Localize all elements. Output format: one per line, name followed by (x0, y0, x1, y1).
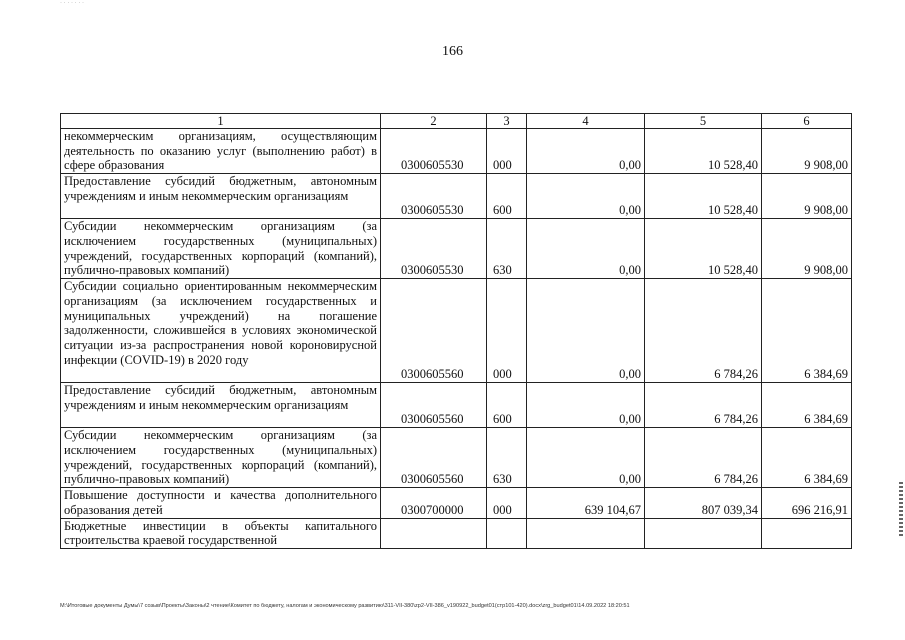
row-value-6: 6 384,69 (762, 383, 852, 428)
row-value-4: 0,00 (527, 174, 645, 219)
table-row (61, 383, 852, 428)
row-value-5: 10 528,40 (645, 129, 762, 174)
row-expense-type: 000 (487, 129, 527, 174)
row-value-5 (645, 518, 762, 548)
scan-edge-mark (899, 482, 903, 538)
row-code: 0300605560 (381, 428, 487, 488)
row-value-6 (762, 518, 852, 548)
row-value-5: 6 784,26 (645, 279, 762, 383)
table-row (61, 428, 852, 488)
row-value-5: 6 784,26 (645, 428, 762, 488)
row-expense-type: 600 (487, 383, 527, 428)
table-row (61, 279, 852, 383)
row-name: Бюджетные инвестиции в объекты капитального строительства краевой государственной (61, 518, 381, 548)
row-name: Повышение доступности и качества дополнительного образования детей (61, 488, 381, 518)
row-value-6: 6 384,69 (762, 428, 852, 488)
column-number: 5 (645, 114, 762, 129)
row-name: Субсидии некоммерческим организациям (за исключением государственных (муниципальных) учреждений, государственных корпораций (компаний), публично-правовых компаний) (61, 219, 381, 279)
row-value-4: 0,00 (527, 428, 645, 488)
scan-artifact-marks: · · · · · · · (60, 0, 84, 6)
budget-table (60, 113, 852, 549)
row-value-6: 9 908,00 (762, 219, 852, 279)
row-name: некоммерческим организациям, осуществляющим деятельность по оказанию услуг (выполнению работ) в сфере образования (61, 129, 381, 174)
row-code: 0300700000 (381, 488, 487, 518)
row-value-5: 6 784,26 (645, 383, 762, 428)
row-expense-type: 630 (487, 428, 527, 488)
row-value-5: 807 039,34 (645, 488, 762, 518)
column-number: 4 (527, 114, 645, 129)
table-row (61, 518, 852, 548)
row-value-5: 10 528,40 (645, 219, 762, 279)
row-value-6: 696 216,91 (762, 488, 852, 518)
footer-file-path: M:\Итоговые документы Думы\7 созыв\Проекты\Законы\2 чтение\Комитет по бюджету, налогам и экономическому развитию\311-VII-380\zp2-VII-386_v190922_budget01(стр101-420).docx\zrg_budget01\14.09.2022 18:20:51 (60, 603, 630, 609)
row-value-4: 0,00 (527, 129, 645, 174)
row-value-6: 6 384,69 (762, 279, 852, 383)
row-code (381, 518, 487, 548)
row-code: 0300605530 (381, 174, 487, 219)
row-value-6: 9 908,00 (762, 129, 852, 174)
row-value-6: 9 908,00 (762, 174, 852, 219)
row-value-4: 0,00 (527, 383, 645, 428)
row-name: Субсидии некоммерческим организациям (за исключением государственных (муниципальных) учреждений, государственных корпораций (компаний), публично-правовых компаний) (61, 428, 381, 488)
row-name: Предоставление субсидий бюджетным, автономным учреждениям и иным некоммерческим организациям (61, 383, 381, 428)
row-code: 0300605530 (381, 129, 487, 174)
table-row (61, 219, 852, 279)
row-value-4: 0,00 (527, 279, 645, 383)
row-expense-type: 600 (487, 174, 527, 219)
page-number: 166 (442, 44, 463, 59)
column-number: 1 (61, 114, 381, 129)
row-code: 0300605560 (381, 383, 487, 428)
row-code: 0300605530 (381, 219, 487, 279)
column-number: 6 (762, 114, 852, 129)
row-expense-type: 000 (487, 279, 527, 383)
row-value-4: 0,00 (527, 219, 645, 279)
row-code: 0300605560 (381, 279, 487, 383)
row-name: Субсидии социально ориентированным некоммерческим организациям (за исключением государственных и муниципальных учреждений) на погашение задолженности, сложившейся в условиях экономической ситуации из-за распространения новой короновирусной инфекции (COVID-19) в 2020 году (61, 279, 381, 383)
table-row (61, 174, 852, 219)
row-expense-type: 630 (487, 219, 527, 279)
row-value-4 (527, 518, 645, 548)
table-row (61, 488, 852, 518)
table-row (61, 129, 852, 174)
row-value-5: 10 528,40 (645, 174, 762, 219)
row-value-4: 639 104,67 (527, 488, 645, 518)
column-number-row (61, 114, 852, 129)
column-number: 2 (381, 114, 487, 129)
row-name: Предоставление субсидий бюджетным, автономным учреждениям и иным некоммерческим организациям (61, 174, 381, 219)
row-expense-type (487, 518, 527, 548)
column-number: 3 (487, 114, 527, 129)
row-expense-type: 000 (487, 488, 527, 518)
